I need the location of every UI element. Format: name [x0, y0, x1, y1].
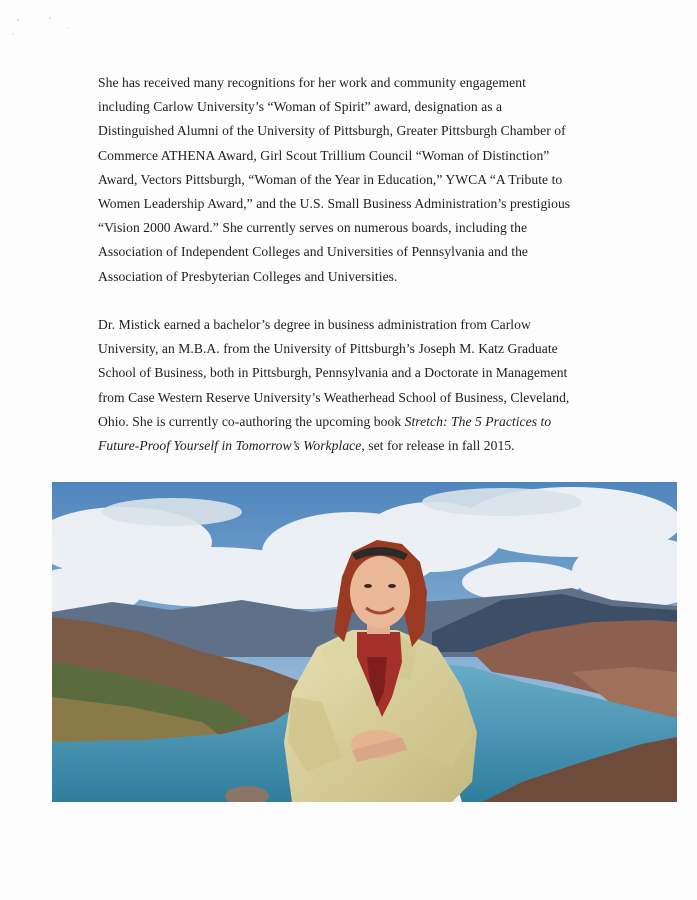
portrait-photo [52, 482, 677, 802]
text-line: Award, Vectors Pittsburgh, “Woman of the Year in Education,” YWCA “A Tribute to [98, 171, 563, 187]
book-title-part-1: Stretch: The 5 Practices to [404, 413, 552, 429]
text-line: Women Leadership Award,” and the U.S. Small Business Administration’s prestigious [98, 196, 571, 212]
text-line: Dr. Mistick earned a bachelor’s degree in business administration from Carlow [98, 317, 531, 332]
landscape-illustration [52, 482, 677, 802]
recognitions-paragraph [98, 71, 598, 289]
text-line: University, an M.B.A. from the University of Pittsburgh’s Joseph M. Katz Graduate [98, 341, 558, 357]
text-segment: Ohio. She is currently co-authoring the upcoming book [98, 413, 405, 429]
text-line: “Vision 2000 Award.” She currently serves on numerous boards, including the [98, 220, 528, 236]
text-line: Association of Presbyterian Colleges and Universities. [98, 268, 398, 284]
text-line: Commerce ATHENA Award, Girl Scout Trillium Council “Woman of Distinction” [98, 147, 550, 163]
text-line: Distinguished Alumni of the University of Pittsburgh, Greater Pittsburgh Chamber of [98, 123, 566, 139]
text-line: She has received many recognitions for her work and community engagement [98, 75, 526, 90]
text-line: including Carlow University’s “Woman of Spirit” award, designation as a [98, 99, 503, 115]
text-segment: , set for release in fall 2015. [361, 438, 515, 454]
text-line: School of Business, both in Pittsburgh, Pennsylvania and a Doctorate in Management [98, 365, 568, 381]
text-line [98, 434, 598, 458]
scan-artifacts [10, 14, 130, 44]
book-title-part-2: Future-Proof Yourself in Tomorrow’s Workplace [98, 438, 362, 454]
text-line: Association of Independent Colleges and Universities of Pennsylvania and the [98, 244, 529, 260]
text-line: from Case Western Reserve University’s Weatherhead School of Business, Cleveland, [98, 389, 570, 405]
text-line [98, 410, 598, 434]
education-paragraph [98, 313, 598, 458]
